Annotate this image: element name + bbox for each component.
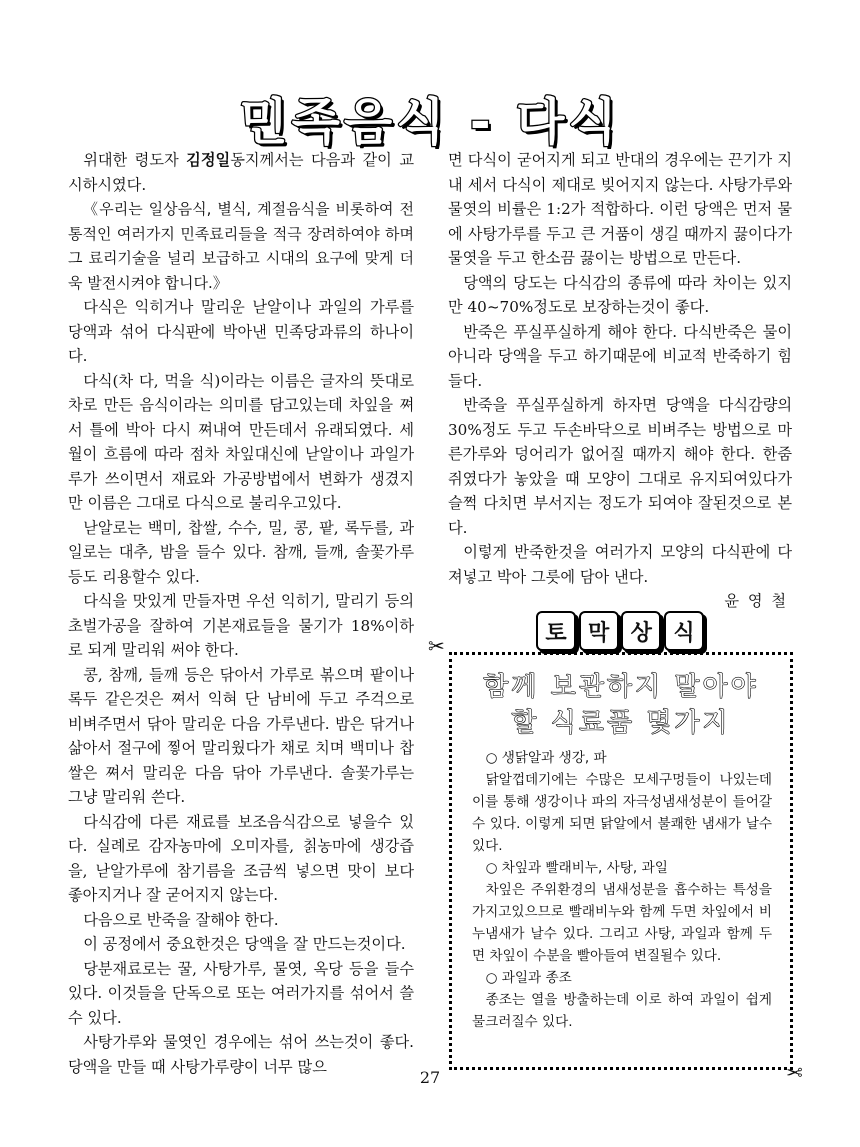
paragraph: 사탕가루와 물엿인 경우에는 섞어 쓰는것이 좋다. 당액을 만들 때 사탕가루량이 너무 많으: [68, 1033, 414, 1076]
scissors-icon: ✂: [786, 1060, 803, 1084]
paragraph: 콩, 참깨, 들깨 등은 닦아서 가루로 볶으며 팥이나 록두 같은것은 쪄서 익혀 단 남비에 두고 주걱으로 비벼주면서 닦아 말리운 다음 가루낸다. 밤은 닦거나 삶아서 절구에 찧어 말리웠다가 채로 치며 백미나 찹쌀은 쪄서 말리운 다음 닦아 가루낸다. 솔꽃가루는 그냥 말리워 쓴다.: [68, 665, 414, 806]
left-column: [68, 148, 414, 1079]
badge-char: 막: [579, 611, 619, 651]
paragraph: 이렇게 반죽한것을 여러가지 모양의 다식판에 다져넣고 박아 그릇에 담아 낸다.: [448, 543, 792, 586]
paragraph: 반죽을 푸실푸실하게 하자면 당액을 다식감량의 30%정도 두고 두손바닥으로 비벼주는 방법으로 마른가루와 덩어리가 없어질 때까지 해야 한다. 한줌 쥐였다가 놓았을 때 모양이 그대로 유지되여있다가 슬쩍 다치면 부서지는 정도가 되여야 잘된것으로 본다.: [448, 396, 792, 537]
item-heading: ○ 차잎과 빨래비누, 사탕, 과일: [485, 860, 668, 876]
leader-name: 김정일: [186, 151, 231, 169]
sidebar-title-line1: 함께 보관하지 말아야: [483, 672, 759, 702]
badge-char: 식: [664, 611, 704, 651]
paragraph: 반죽은 푸실푸실하게 해야 한다. 다식반죽은 물이 아니라 당액을 두고 하기때문에 비교적 반죽하기 힘들다.: [448, 322, 792, 390]
paragraph: 당분재료로는 꿀, 사탕가루, 물엿, 옥당 등을 들수 있다. 이것들을 단독으로 또는 여러가지를 섞어서 쓸수 있다.: [68, 959, 414, 1027]
scissors-icon: ✂: [428, 634, 445, 658]
right-column: [448, 148, 792, 614]
paragraph: 낟알로는 백미, 찹쌀, 수수, 밀, 콩, 팥, 록두를, 과일로는 대추, 밤을 들수 있다. 참깨, 들깨, 솔꽃가루 등도 리용할수 있다.: [68, 518, 414, 586]
paragraph: 다식(차 다, 먹을 식)이라는 이름은 글자의 뜻대로 차로 만든 음식이라는 의미를 담고있는데 차잎을 쪄서 틀에 박아 다시 쪄내여 만든데서 유래되였다. 세월이 흐름에 따라 점차 차잎대신에 낟알이나 과일가루가 쓰이면서 재료와 가공방법에서 변화가 생겼지만 이름은 그대로 다식으로 불리우고있다.: [68, 371, 414, 512]
item-text: 차잎은 주위환경의 냄새성분을 흡수하는 특성을 가지고있으므로 빨래비누와 함께 두면 차잎에서 비누냄새가 날수 있다. 그리고 사탕, 과일과 함께 두면 차잎이 수분을 빨아들여 변질될수 있다.: [472, 882, 772, 964]
sidebar-body: [472, 747, 772, 1033]
paragraph: 다식감에 다른 재료를 보조음식감으로 넣을수 있다. 실례로 감자농마에 오미자를, 칡농마에 생강즙을, 낟알가루에 참기름을 조금씩 넣으면 맛이 보다 좋아지거나 잘 굳어지지 않는다.: [68, 812, 414, 904]
sidebar-box: [449, 652, 793, 1070]
paragraph-intro: [68, 148, 414, 197]
paragraph: 다식을 맛있게 만들자면 우선 익히기, 말리기 등의 초벌가공을 잘하여 기본재료들을 물기가 18%이하로 되게 말리워 써야 한다.: [68, 592, 414, 659]
quote-paragraph: 《우리는 일상음식, 별식, 계절음식을 비롯하여 전통적인 여러가지 민족료리들을 적극 장려하여야 하며 그 료리기술을 널리 보급하고 시대의 요구에 맞게 더욱 발전시켜야 합니다.》: [68, 200, 414, 292]
paragraph: 면 다식이 굳어지게 되고 반대의 경우에는 끈기가 지내 세서 다식이 제대로 빚어지지 않는다. 사탕가루와 물엿의 비률은 1:2가 적합하다. 이런 당액은 먼저 물에 사탕가루를 두고 큰 거품이 생길 때까지 끓이다가 물엿을 두고 한소끔 끓이는 방법으로 만든다.: [448, 151, 792, 267]
badge-char: 상: [621, 611, 661, 651]
paragraph: 이 공정에서 중요한것은 당액을 잘 만드는것이다.: [83, 935, 406, 953]
paragraph: 다음으로 반죽을 잘해야 한다.: [83, 910, 279, 929]
badge-char: 토: [536, 611, 576, 651]
sidebar-title: [452, 669, 790, 741]
intro-suffix: 동지께서는 다음과 같이 교시하시였다.: [68, 151, 414, 194]
page-title: 민족음식 - 다식: [239, 93, 621, 151]
paragraph: 다식은 익히거나 말리운 낟알이나 과일의 가루를 당액과 섞어 다식판에 박아낸 민족당과류의 하나이다.: [68, 298, 414, 365]
intro-prefix: 위대한 령도자: [83, 151, 187, 169]
item-text: 닭알껍데기에는 수많은 모세구멍들이 나있는데 이를 통해 생강이나 파의 자극성냄새성분이 들어갈수 있다. 이렇게 되면 닭알에서 불쾌한 냄새가 날수 있다.: [472, 772, 772, 854]
item-text: 종조는 열을 방출하는데 이로 하여 과일이 쉽게 물크러질수 있다.: [472, 992, 772, 1030]
sidebar-title-line2: 할 식료품 몇가지: [511, 708, 731, 738]
author-name: 윤 영 철: [724, 592, 788, 610]
item-heading: ○ 생닭알과 생강, 파: [485, 750, 607, 766]
paragraph: 당액의 당도는 다식감의 종류에 따라 차이는 있지만 40~70%정도로 보장하는것이 좋다.: [448, 273, 792, 316]
section-badge: [536, 611, 704, 655]
page-number: 27: [419, 1068, 441, 1087]
item-heading: ○ 과일과 종조: [485, 970, 572, 986]
